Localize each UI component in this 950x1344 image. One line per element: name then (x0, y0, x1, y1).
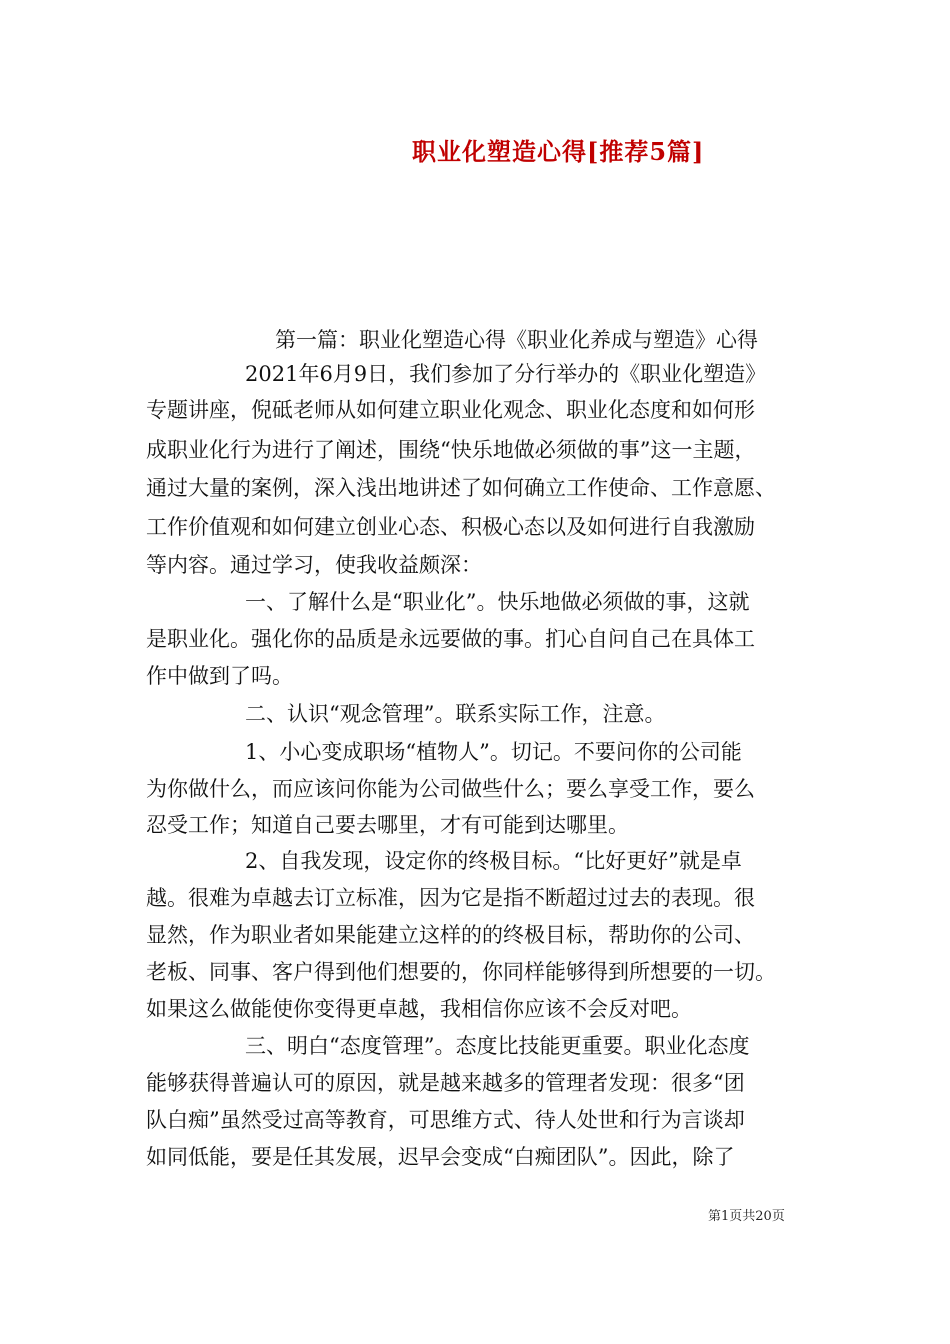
body-line: 工作价值观和如何建立创业心态、积极心态以及如何进行自我激励 (146, 515, 755, 539)
body-line: 三、明白“态度管理”。态度比技能更重要。职业化态度 (245, 1034, 750, 1058)
page-footer: 第1页共20页 (708, 1209, 785, 1224)
document-title: 职业化塑造心得[推荐5篇] (412, 137, 705, 166)
body-line: 忍受工作；知道自己要去哪里，才有可能到达哪里。 (146, 813, 629, 837)
body-line: 专题讲座，倪砥老师从如何建立职业化观念、职业化态度和如何形 (146, 398, 755, 422)
body-line: 1、小心变成职场“植物人”。切记。不要问你的公司能 (245, 740, 742, 764)
body-line: 能够获得普遍认可的原因，就是越来越多的管理者发现：很多“团 (146, 1071, 745, 1095)
body-line: 队白痴”虽然受过高等教育，可思维方式、待人处世和行为言谈却 (146, 1108, 745, 1132)
body-line: 老板、同事、客户得到他们想要的，你同样能够得到所想要的一切。 (146, 960, 776, 984)
body-line: 通过大量的案例，深入浅出地讲述了如何确立工作使命、工作意愿、 (146, 476, 776, 500)
body-line: 2、自我发现，设定你的终极目标。“比好更好”就是卓 (245, 849, 742, 873)
body-line: 如果这么做能使你变得更卓越，我相信你应该不会反对吧。 (146, 997, 692, 1021)
body-line: 作中做到了吗。 (146, 664, 293, 688)
body-line: 成职业化行为进行了阐述，围绕“快乐地做必须做的事”这一主题， (146, 438, 756, 462)
body-line: 越。很难为卓越去订立标准，因为它是指不断超过过去的表现。很 (146, 886, 755, 910)
body-line: 二、认识“观念管理”。联系实际工作，注意。 (245, 702, 666, 726)
body-line: 等内容。通过学习，使我收益颇深： (146, 553, 482, 577)
section-heading: 第一篇：职业化塑造心得《职业化养成与塑造》心得 (275, 328, 758, 352)
body-line: 一、了解什么是“职业化”。快乐地做必须做的事，这就 (245, 590, 750, 614)
body-line: 是职业化。强化你的品质是永远要做的事。扪心自问自己在具体工 (146, 627, 755, 651)
body-line: 2021年6月9日，我们参加了分行举办的《职业化塑造》 (245, 362, 767, 386)
body-line: 如同低能，要是任其发展，迟早会变成“白痴团队”。因此，除了 (146, 1145, 735, 1169)
body-line: 显然，作为职业者如果能建立这样的的终极目标，帮助你的公司、 (146, 923, 755, 947)
body-line: 为你做什么，而应该问你能为公司做些什么；要么享受工作，要么 (146, 777, 755, 801)
